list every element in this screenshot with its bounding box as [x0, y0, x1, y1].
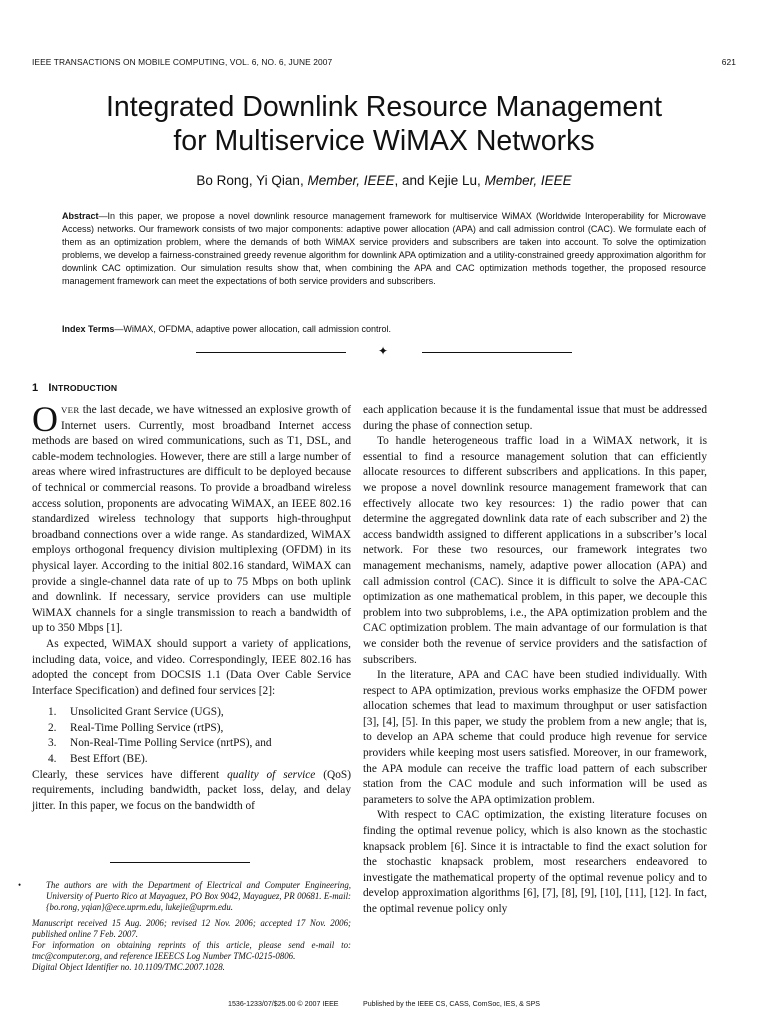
section-title-rest: NTRODUCTION: [51, 383, 118, 393]
index-terms-label: Index Terms: [62, 324, 115, 334]
list-item-number: 2.: [48, 721, 57, 734]
running-head: [32, 57, 736, 67]
qos-emphasis: quality of service: [227, 768, 316, 781]
right-paragraph-2: To handle heterogeneous traffic load in a WiMAX network, it is essential to find a resource management solution that can efficiently allocate resources to different subscribers and applications. In this paper, we propose a novel downlink resource management framework that can effectively allocate two key resources: 1) the radio power that can determine the aggregated downlink data rate of each subscriber and 2) the access bandwidth assigned to different applications in a subscriber’s local network. For these two resources, our framework integrates two management mechanisms, namely, adaptive power allocation (APA) and call admission control (CAC). Since it is difficult to solve the APA-CAC optimization as one mathematical problem, in this paper, we decouple this problem into two subproblems, i.e., the APA optimization problem and the CAC optimization problem. The main advantage of our formulation is that we consider both the revenue of service providers and the satisfaction of subscribers.: [363, 435, 707, 666]
index-terms: [62, 323, 706, 336]
list-item-text: Real-Time Polling Service (rtPS),: [70, 721, 224, 734]
intro-paragraph-3: [32, 768, 351, 815]
author-membership-1: Member, IEEE: [307, 173, 395, 188]
author-membership-2: Member, IEEE: [484, 173, 572, 188]
right-paragraph-3: In the literature, APA and CAC have been studied individually. With respect to APA optimization, previous works emphasize the OFDM power allocation schemes that lead to maximum throughput or user satisfaction [3], [4], [5]. In this paper, we study the problem from a new angle; that is, to develop an APA scheme that could produce high revenue for service providers while keeping most users satisfied. Moreover, in our framework, the APA module can receive the traffic load pattern of each subscriber station from the CAC module and such information will be used as parameters to solve the APA optimization problem.: [363, 669, 707, 806]
section-heading: [32, 382, 117, 394]
intro-paragraph-1-text: the last decade, we have witnessed an explosive growth of Internet users. Currently, most broadband Internet access methods are based on wired communications, such as T1, DSL, and cable-modem technologies. However, there are still a large number of areas where wired infrastructures are difficult to be deployed because of technical or commercial reasons. To provide a broadband wireless access solution, proponents are advocating WiMAX, an IEEE 802.16 standardized wireless technology that supports high-throughput broadband connections over a wide range. As standardized, WiMAX employs orthogonal frequency division multiplexing (OFDM) in its physical layer. According to the initial 802.16 standard, WiMAX can provide a single-channel data rate of up to 75 Mbps on both uplink and downlink. If necessary, service providers can use multiple WiMAX channels for a single transmission to reach a bandwidth of up to 350 Mbps [1].: [32, 404, 351, 635]
title-line-1: Integrated Downlink Resource Management: [105, 91, 663, 123]
author-names-1: Bo Rong, Yi Qian,: [196, 173, 308, 188]
list-item-number: 1.: [48, 706, 57, 719]
bullet-icon: •: [18, 880, 22, 890]
list-item-text: Unsolicited Grant Service (UGS),: [70, 706, 224, 719]
footnotes: [18, 880, 351, 973]
section-title-initial: I: [48, 382, 52, 394]
issn-copyright: 1536-1233/07/$25.00 © 2007 IEEE: [228, 1000, 339, 1008]
abstract: [62, 210, 706, 288]
paper-title: [40, 90, 728, 158]
left-column: [32, 399, 351, 814]
list-item: [32, 705, 351, 721]
first-word-smallcaps: VER: [61, 405, 80, 415]
footnote-rule: [110, 862, 250, 863]
divider-rule-left: [196, 352, 346, 353]
list-item-number: 4.: [48, 753, 57, 766]
journal-info: IEEE TRANSACTIONS ON MOBILE COMPUTING, VOL. 6, NO. 6, JUNE 2007: [32, 57, 333, 67]
divider-diamond-icon: ✦: [378, 344, 389, 358]
right-column: [363, 403, 707, 918]
list-item-text: Best Effort (BE).: [70, 753, 148, 766]
publisher-line: Published by the IEEE CS, CASS, ComSoc, IES, & SPS: [363, 1000, 541, 1008]
paragraph-3-part-2: (QoS) requirements, including bandwidth, packet loss, delay, and delay jitter. In this paper, we focus on the bandwidth of: [32, 768, 351, 812]
right-paragraph-4: With respect to CAC optimization, the existing literature focuses on finding the optimal revenue policy, which is also known as the stochastic knapsack problem [6]. Since it is intractable to find the exact solution for the stochastic knapsack problem, most researchers endeavored to investigate the mathematical property of the optimal revenue policy and to develop approximation algorithms [6], [7], [8], [9], [10], [11], [12]. In fact, the optimal revenue policy only: [363, 809, 707, 915]
author-names-2: , and Kejie Lu,: [394, 173, 485, 188]
index-terms-text: —WiMAX, OFDMA, adaptive power allocation, call admission control.: [114, 324, 391, 334]
intro-paragraph-2: As expected, WiMAX should support a variety of applications, including data, voice, and video. Correspondingly, IEEE 802.16 has adopted the concept from DOCSIS 1.1 (Data Over Cable Service Interface Specification) and defined four services [2]:: [32, 637, 351, 697]
list-item: [32, 736, 351, 752]
abstract-label: Abstract: [62, 211, 99, 221]
list-item: [32, 752, 351, 768]
abstract-text: —In this paper, we propose a novel downlink resource management framework for multiservice WiMAX (Worldwide Interoperability for Microwave Access) networks. Our framework consists of two major components: adaptive power allocation (APA) and call admission control (CAC). We formulate each of them as an optimization problem, where the demands of both WiMAX service providers and subscribers are taken into account. To solve the optimization problems, we develop a fairness-constrained greedy revenue algorithm for downlink APA optimization and a utility-constrained greedy approximation algorithm for downlink CAC optimization. Our simulation results show that, when combining the APA and CAC optimization methods together, the proposed resource management framework can meet the expectations of both service providers and subscribers.: [62, 211, 706, 286]
right-paragraph-1: each application because it is the fundamental issue that must be addressed during the phase of connection setup.: [363, 404, 707, 432]
section-number: 1: [32, 382, 39, 394]
author-list: [40, 173, 728, 188]
footnote-doi: Digital Object Identifier no. 10.1109/TMC.2007.1028.: [32, 962, 225, 972]
footnote-affiliation: [18, 880, 351, 913]
list-item-text: Non-Real-Time Polling Service (nrtPS), and: [70, 737, 272, 750]
title-line-2: for Multiservice WiMAX Networks: [173, 125, 595, 157]
list-item: [32, 721, 351, 737]
affiliation-text: The authors are with the Department of Electrical and Computer Engineering, University of Puerto Rico at Mayaguez, PO Box 9042, Mayaguez, PR 00681. E-mail: {bo.rong, yqian}@ece.uprm.edu, lukejie@uprm.edu.: [46, 880, 351, 912]
footnote-reprints: For information on obtaining reprints of this article, please send e-mail to: tmc@computer.org, and reference IEEECS Log Number TMC-0215-0806.: [32, 940, 351, 961]
intro-paragraph-1: [32, 399, 351, 637]
list-item-number: 3.: [48, 737, 57, 750]
paragraph-3-part-1: Clearly, these services have different: [32, 768, 228, 781]
divider-rule-right: [422, 352, 572, 353]
drop-cap: O: [32, 399, 58, 439]
service-list: [32, 705, 351, 767]
page-number: 621: [721, 57, 736, 67]
section-divider: [196, 344, 572, 358]
footnote-manuscript: Manuscript received 15 Aug. 2006; revised 12 Nov. 2006; accepted 17 Nov. 2006; published online 7 Feb. 2007.: [32, 918, 351, 939]
